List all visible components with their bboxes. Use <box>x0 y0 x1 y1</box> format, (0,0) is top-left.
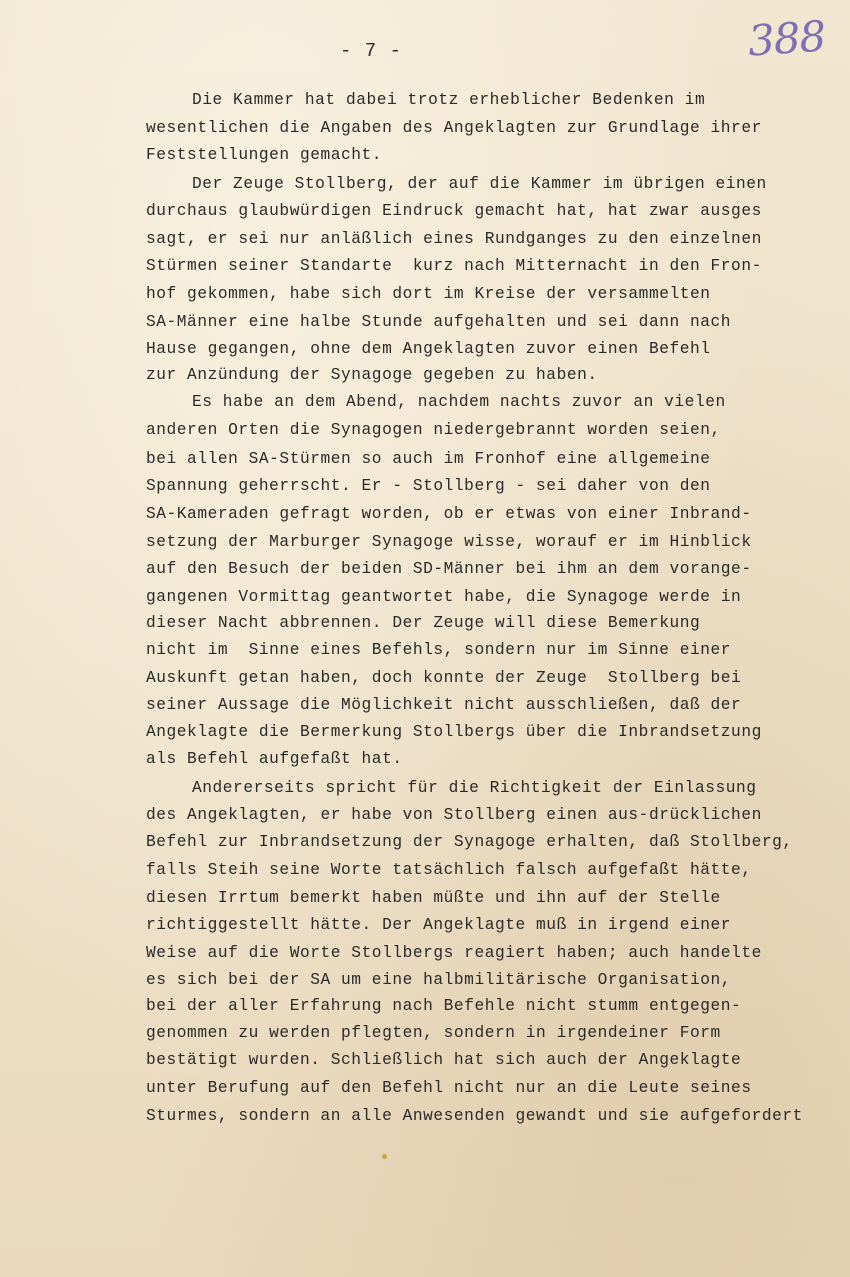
page-number: - 7 - <box>340 40 403 62</box>
text-line: Spannung geherrscht. Er - Stollberg - sei daher von den <box>146 477 711 495</box>
text-line: des Angeklagten, er habe von Stollberg einen aus-drücklichen <box>146 806 762 824</box>
text-line: setzung der Marburger Synagoge wisse, worauf er im Hinblick <box>146 533 752 551</box>
text-line: zur Anzündung der Synagoge gegeben zu haben. <box>146 366 598 384</box>
text-line: Stürmen seiner Standarte kurz nach Mitternacht in den Fron- <box>146 257 762 275</box>
text-line: richtiggestellt hätte. Der Angeklagte muß in irgend einer <box>146 916 732 934</box>
text-line: Andererseits spricht für die Richtigkeit der Einlassung <box>192 779 757 797</box>
text-line: SA-Kameraden gefragt worden, ob er etwas von einer Inbrand- <box>146 505 752 523</box>
text-line: Feststellungen gemacht. <box>146 146 383 164</box>
text-line: Hause gegangen, ohne dem Angeklagten zuvor einen Befehl <box>146 340 711 358</box>
text-line: falls Steih seine Worte tatsächlich falsch aufgefaßt hätte, <box>146 861 752 879</box>
text-line: Sturmes, sondern an alle Anwesenden gewandt und sie aufgefordert <box>146 1107 803 1125</box>
text-line: Befehl zur Inbrandsetzung der Synagoge erhalten, daß Stollberg, <box>146 833 793 851</box>
text-line: unter Berufung auf den Befehl nicht nur an die Leute seines <box>146 1079 752 1097</box>
text-line: hof gekommen, habe sich dort im Kreise der versammelten <box>146 285 711 303</box>
text-line: bestätigt wurden. Schließlich hat sich auch der Angeklagte <box>146 1051 742 1069</box>
text-line: Die Kammer hat dabei trotz erheblicher Bedenken im <box>192 91 706 109</box>
text-line: bei der aller Erfahrung nach Befehle nicht stumm entgegen- <box>146 997 742 1015</box>
text-line: Weise auf die Worte Stollbergs reagiert haben; auch handelte <box>146 944 762 962</box>
text-line: nicht im Sinne eines Befehls, sondern nur im Sinne einer <box>146 641 732 659</box>
text-line: Auskunft getan haben, doch konnte der Zeuge Stollberg bei <box>146 669 742 687</box>
text-line: Angeklagte die Bermerkung Stollbergs über die Inbrandsetzung <box>146 723 762 741</box>
text-line: sagt, er sei nur anläßlich eines Rundganges zu den einzelnen <box>146 230 762 248</box>
ink-spot <box>382 1154 387 1159</box>
text-line: seiner Aussage die Möglichkeit nicht ausschließen, daß der <box>146 696 742 714</box>
text-line: Es habe an dem Abend, nachdem nachts zuvor an vielen <box>192 393 726 411</box>
text-line: bei allen SA-Stürmen so auch im Fronhof eine allgemeine <box>146 450 711 468</box>
text-line: anderen Orten die Synagogen niedergebrannt worden seien, <box>146 421 721 439</box>
text-line: durchaus glaubwürdigen Eindruck gemacht hat, hat zwar ausges <box>146 202 762 220</box>
text-line: dieser Nacht abbrennen. Der Zeuge will diese Bemerkung <box>146 614 701 632</box>
text-line: gangenen Vormittag geantwortet habe, die Synagoge werde in <box>146 588 742 606</box>
text-line: auf den Besuch der beiden SD-Männer bei ihm an dem vorange- <box>146 560 752 578</box>
archive-number-handwritten: 388 <box>746 11 827 66</box>
text-line: diesen Irrtum bemerkt haben müßte und ihn auf der Stelle <box>146 889 721 907</box>
text-line: SA-Männer eine halbe Stunde aufgehalten und sei dann nach <box>146 313 732 331</box>
text-line: wesentlichen die Angaben des Angeklagten zur Grundlage ihrer <box>146 119 762 137</box>
text-line: als Befehl aufgefaßt hat. <box>146 750 403 768</box>
text-line: es sich bei der SA um eine halbmilitärische Organisation, <box>146 971 732 989</box>
text-line: genommen zu werden pflegten, sondern in irgendeiner Form <box>146 1024 721 1042</box>
text-line: Der Zeuge Stollberg, der auf die Kammer im übrigen einen <box>192 175 767 193</box>
